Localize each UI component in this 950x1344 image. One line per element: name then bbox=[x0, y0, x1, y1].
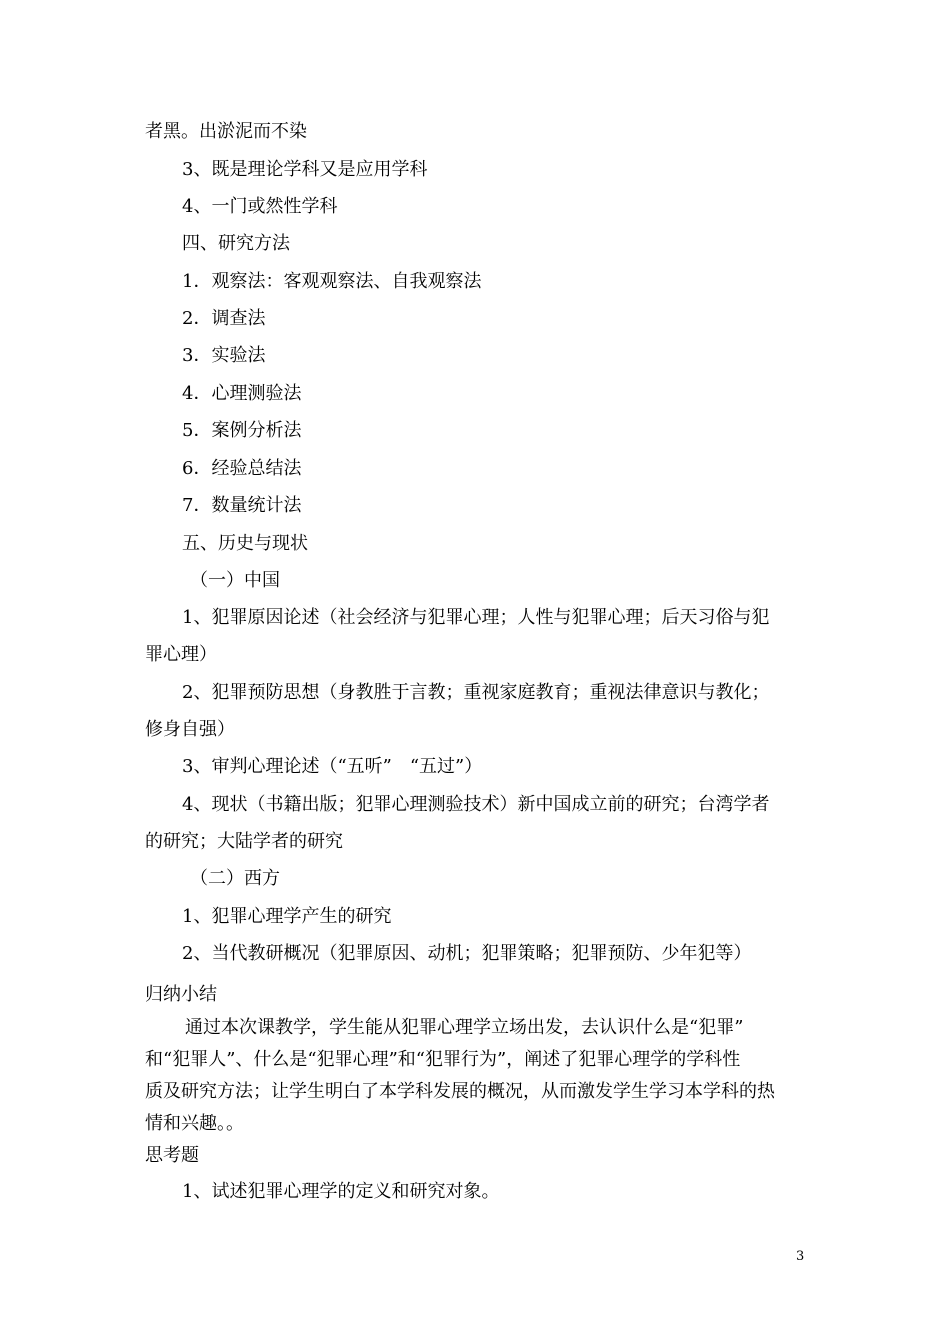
text-line: 的研究；大陆学者的研究 bbox=[145, 831, 343, 852]
list-item: 5．案例分析法 bbox=[182, 420, 302, 441]
text-line: 修身自强） bbox=[145, 719, 235, 740]
section-heading: 归纳小结 bbox=[145, 984, 217, 1005]
list-item: 3．实验法 bbox=[182, 345, 266, 366]
text-line: 质及研究方法；让学生明白了本学科发展的概况，从而激发学生学习本学科的热 bbox=[145, 1081, 775, 1102]
text-line: 2、当代教研概况（犯罪原因、动机；犯罪策略；犯罪预防、少年犯等） bbox=[182, 943, 752, 964]
list-item: 1．观察法：客观观察法、自我观察法 bbox=[182, 271, 482, 292]
text-line: 1、犯罪心理学产生的研究 bbox=[182, 906, 392, 927]
section-heading: 四、研究方法 bbox=[182, 233, 290, 254]
text-line: 1、试述犯罪心理学的定义和研究对象。 bbox=[182, 1181, 500, 1202]
list-item: 7．数量统计法 bbox=[182, 495, 302, 516]
text-line: 罪心理） bbox=[145, 644, 217, 665]
text-line: 4、一门或然性学科 bbox=[182, 196, 338, 217]
subsection-heading: （二）西方 bbox=[190, 868, 280, 889]
list-item: 2．调查法 bbox=[182, 308, 266, 329]
section-heading: 思考题 bbox=[145, 1145, 199, 1166]
text-line: 情和兴趣。。 bbox=[145, 1113, 244, 1134]
text-line: 通过本次课教学，学生能从犯罪心理学立场出发，去认识什么是“犯罪” bbox=[185, 1017, 744, 1038]
text-line: 和“犯罪人”、什么是“犯罪心理”和“犯罪行为”，阐述了犯罪心理学的学科性 bbox=[145, 1049, 741, 1070]
text-line: 1、犯罪原因论述（社会经济与犯罪心理；人性与犯罪心理；后天习俗与犯 bbox=[182, 607, 770, 628]
text-line: 2、犯罪预防思想（身教胜于言教；重视家庭教育；重视法律意识与教化； bbox=[182, 682, 770, 703]
text-line: 4、现状（书籍出版；犯罪心理测验技术）新中国成立前的研究；台湾学者 bbox=[182, 794, 770, 815]
text-line: 者黑。出淤泥而不染 bbox=[145, 121, 307, 142]
list-item: 4．心理测验法 bbox=[182, 383, 302, 404]
page-number: 3 bbox=[796, 1249, 805, 1264]
section-heading: 五、历史与现状 bbox=[182, 533, 308, 554]
list-item: 6．经验总结法 bbox=[182, 458, 302, 479]
text-line: 3、既是理论学科又是应用学科 bbox=[182, 159, 428, 180]
subsection-heading: （一）中国 bbox=[190, 570, 280, 591]
text-line: 3、审判心理论述（“五听” “五过”） bbox=[182, 756, 483, 777]
